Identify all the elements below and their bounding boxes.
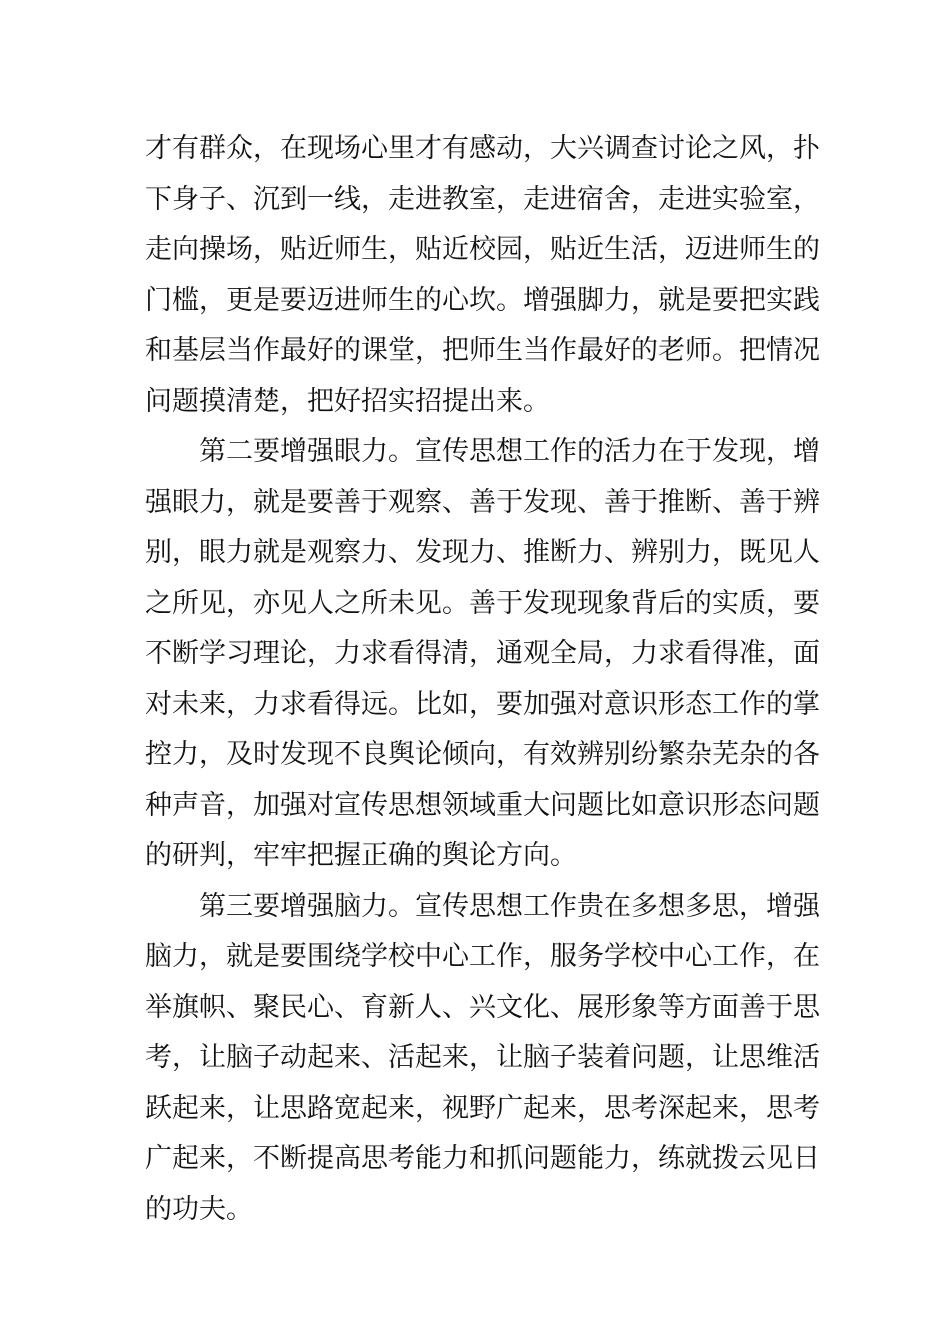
text-line: 控力，及时发现不良舆论倾向，有效辨别纷繁杂芜杂的各 [145,739,820,770]
text-line: 不断学习理论，力求看得清，通观全局，力求看得准，面 [145,638,820,669]
document-body [145,124,820,1235]
text-line: 考，让脑子动起来、活起来，让脑子装着问题，让思维活 [145,1042,820,1073]
text-line: 和基层当作最好的课堂，把师生当作最好的老师。把情况 [145,335,820,366]
text-line: 种声音，加强对宣传思想领域重大问题比如意识形态问题 [145,789,820,821]
text-line: 才有群众，在现场心里才有感动，大兴调查讨论之风，扑 [145,133,820,164]
paragraph-1 [145,124,820,427]
text-line: 第三要增强脑力。宣传思想工作贵在多想多思，增强 [199,890,820,922]
text-line: 下身子、沉到一线，走进教室，走进宿舍，走进实验室， [145,183,820,215]
text-line: 强眼力，就是要善于观察、善于发现、善于推断、善于辨 [145,486,820,518]
text-line: 问题摸清楚，把好招实招提出来。 [145,385,550,417]
text-line: 走向操场，贴近师生，贴近校园，贴近生活，迈进师生的 [145,234,820,265]
text-line: 的研判，牢牢把握正确的舆论方向。 [145,840,577,871]
paragraph-2 [145,427,820,882]
text-line: 第二要增强眼力。宣传思想工作的活力在于发现，增 [199,436,820,467]
text-line: 别，眼力就是观察力、发现力、推断力、辨别力，既见人 [145,537,820,568]
text-line: 广起来，不断提高思考能力和抓问题能力，练就拨云见日 [145,1143,820,1174]
paragraph-3 [145,882,820,1236]
text-line: 的功夫。 [145,1193,253,1225]
text-line: 对未来，力求看得远。比如，要加强对意识形态工作的掌 [145,688,820,720]
text-line: 举旗帜、聚民心、育新人、兴文化、展形象等方面善于思 [145,991,820,1023]
text-line: 脑力，就是要围绕学校中心工作，服务学校中心工作，在 [145,941,820,972]
text-line: 门槛，更是要迈进师生的心坎。增强脚力，就是要把实践 [145,284,820,316]
text-line: 跃起来，让思路宽起来，视野广起来，思考深起来，思考 [145,1092,820,1124]
text-line: 之所见，亦见人之所未见。善于发现现象背后的实质，要 [145,587,820,619]
